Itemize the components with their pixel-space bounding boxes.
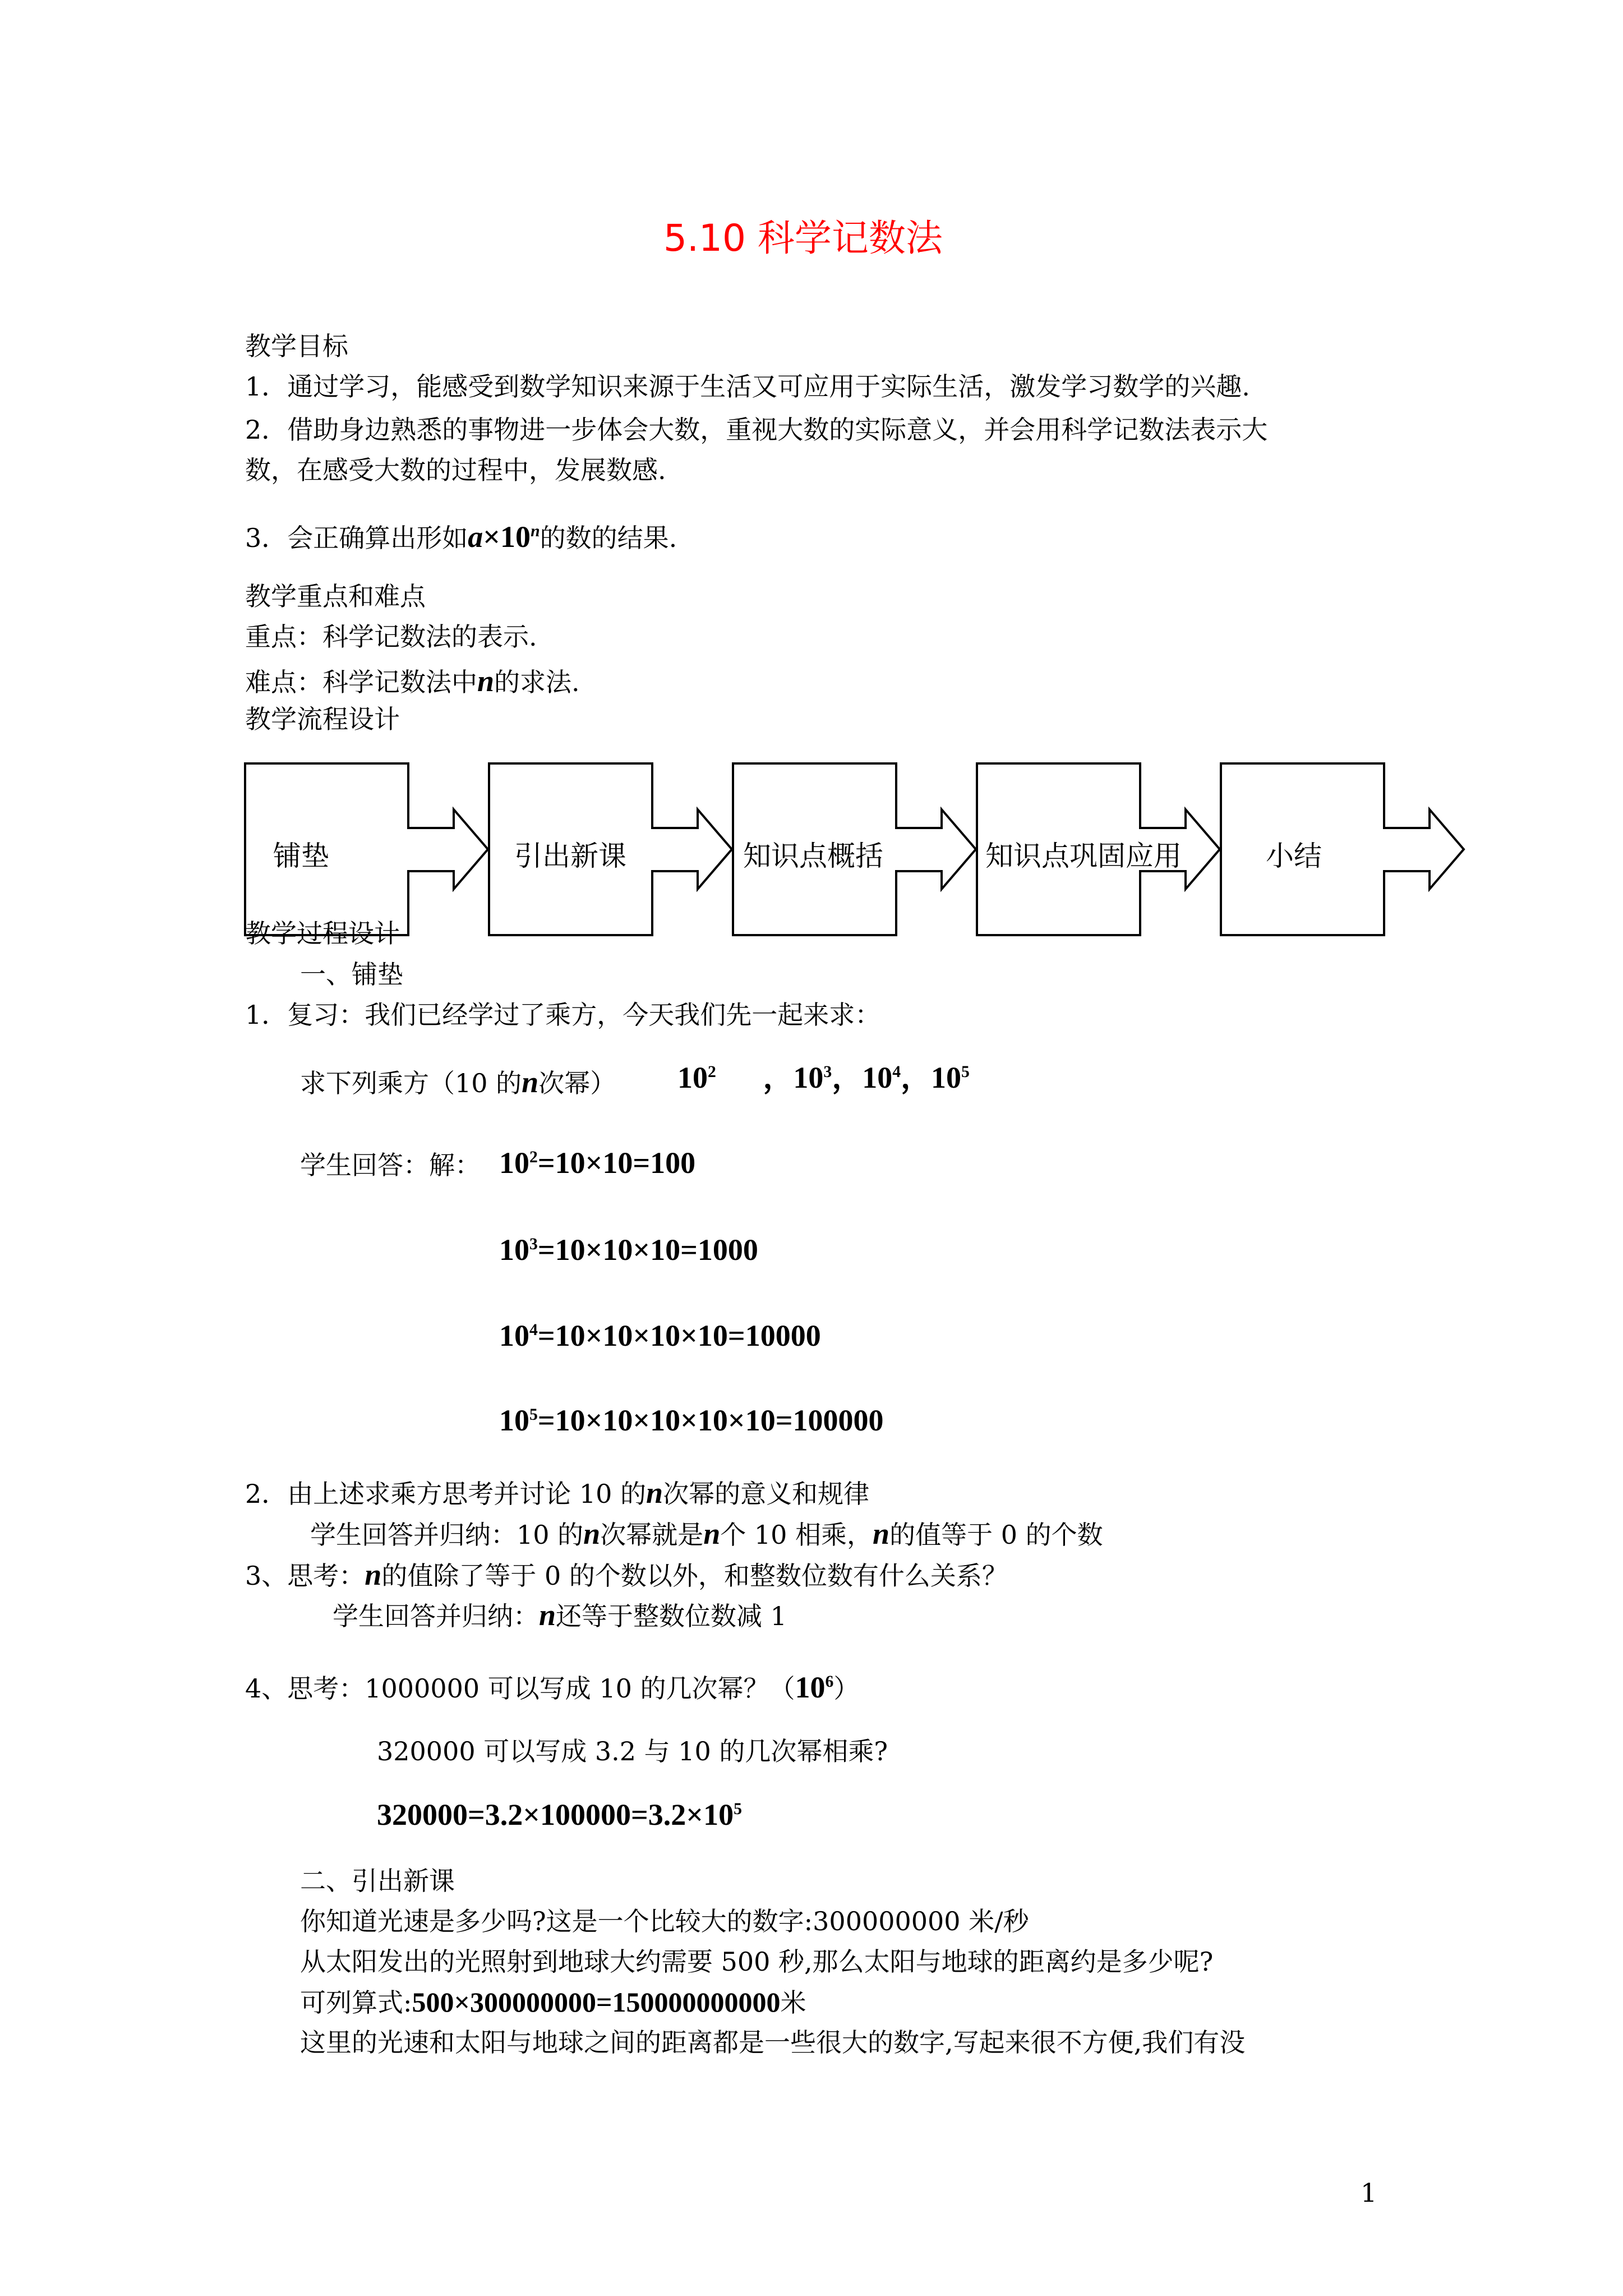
equation-10-squared: $10^2=10\times 10=100$ bbox=[499, 1146, 696, 1180]
flow-box-5 bbox=[1221, 763, 1464, 935]
flow-step-4: 知识点巩固应用 bbox=[985, 840, 1182, 872]
flow-step-5: 小结 bbox=[1266, 840, 1322, 872]
page-number: 1 bbox=[1361, 2178, 1377, 2208]
review-text: 1．复习：我们已经学过了乘方，今天我们先一起来求： bbox=[245, 1000, 881, 1030]
question-4b: 320000 可以写成 3.2 与 10 的几次幂相乘? bbox=[377, 1736, 888, 1766]
sun-distance-question: 从太阳发出的光照射到地球大约需要 500 秒,那么太阳与地球的距离约是多少呢? bbox=[300, 1947, 1214, 1977]
key-point: 重点：科学记数法的表示. bbox=[245, 622, 537, 652]
flow-step-3: 知识点概括 bbox=[743, 840, 883, 872]
closing-paragraph: 这里的光速和太阳与地球之间的距离都是一些很大的数字,写起来很不方便,我们有没 bbox=[300, 2027, 1246, 2058]
answer-label: 学生回答：解： bbox=[300, 1150, 481, 1180]
question-4: 4、思考：1000000 可以写成 10 的几次幂？$(10^6)$ bbox=[245, 1671, 860, 1704]
question-3-answer: 学生回答并归纳：n还等于整数位数减 1 bbox=[333, 1598, 787, 1632]
page-title: 5.10 科学记数法 bbox=[663, 217, 943, 260]
question-4-equation: $320000=3.2\times 100000=3.2\times 10^5$ bbox=[377, 1798, 742, 1832]
equation-10-fifth: $10^5=10\times 10\times 10\times 10\times 10=100000$ bbox=[499, 1404, 884, 1437]
question-4-power: $10^6$ bbox=[795, 1671, 834, 1704]
calculation: 可列算式:500×300000000=150000000000米 bbox=[300, 1986, 806, 2018]
objectives-heading: 教学目标 bbox=[245, 331, 348, 361]
flow-heading: 教学流程设计 bbox=[245, 704, 400, 734]
question-3: 3、思考：n的值除了等于 0 的个数以外，和整数位数有什么关系？ bbox=[245, 1558, 1008, 1591]
objective-1: 1．通过学习，能感受到数学知识来源于生活又可应用于实际生活，激发学习数学的兴趣. bbox=[245, 371, 1250, 402]
equation-10-cubed: $10^3=10\times 10\times 10=1000$ bbox=[499, 1233, 758, 1267]
objective-2-line-1: 2．借助身边熟悉的事物进一步体会大数，重视大数的实际意义，并会用科学记数法表示大 bbox=[245, 415, 1268, 445]
objective-3-suffix: 的数的结果. bbox=[540, 523, 677, 553]
flow-step-2: 引出新课 bbox=[514, 840, 626, 872]
power-task: 求下列乘方（10 的n次幂） bbox=[300, 1065, 616, 1099]
flow-step-1: 铺垫 bbox=[273, 840, 329, 872]
section-2-heading: 二、引出新课 bbox=[300, 1866, 455, 1896]
difficulty-point: 难点：科学记数法中n的求法. bbox=[245, 664, 580, 698]
objective-3-formula: $a\times 10^n$ bbox=[468, 520, 540, 554]
equation-10-fourth: $10^4=10\times 10\times 10\times 10=10000$ bbox=[499, 1319, 821, 1352]
section-1-heading: 一、铺垫 bbox=[300, 959, 403, 990]
question-2: 2．由上述求乘方思考并讨论 10 的n次幂的意义和规律 bbox=[245, 1476, 870, 1510]
teaching-flow-diagram bbox=[0, 0, 1623, 954]
objective-3-prefix: 3．会正确算出形如 bbox=[245, 523, 468, 553]
question-2-answer: 学生回答并归纳：10 的n次幂就是n个 10 相乘，n的值等于 0 的个数 bbox=[310, 1517, 1103, 1550]
light-speed-question: 你知道光速是多少吗?这是一个比较大的数字:300000000 米/秒 bbox=[300, 1906, 1029, 1936]
power-list: $10^2$ ，$10^3$，$10^4$，$10^5$ bbox=[677, 1061, 970, 1094]
key-points-heading: 教学重点和难点 bbox=[245, 581, 426, 611]
process-heading: 教学过程设计 bbox=[245, 918, 400, 949]
objective-2-line-2: 数，在感受大数的过程中，发展数感. bbox=[245, 455, 666, 485]
